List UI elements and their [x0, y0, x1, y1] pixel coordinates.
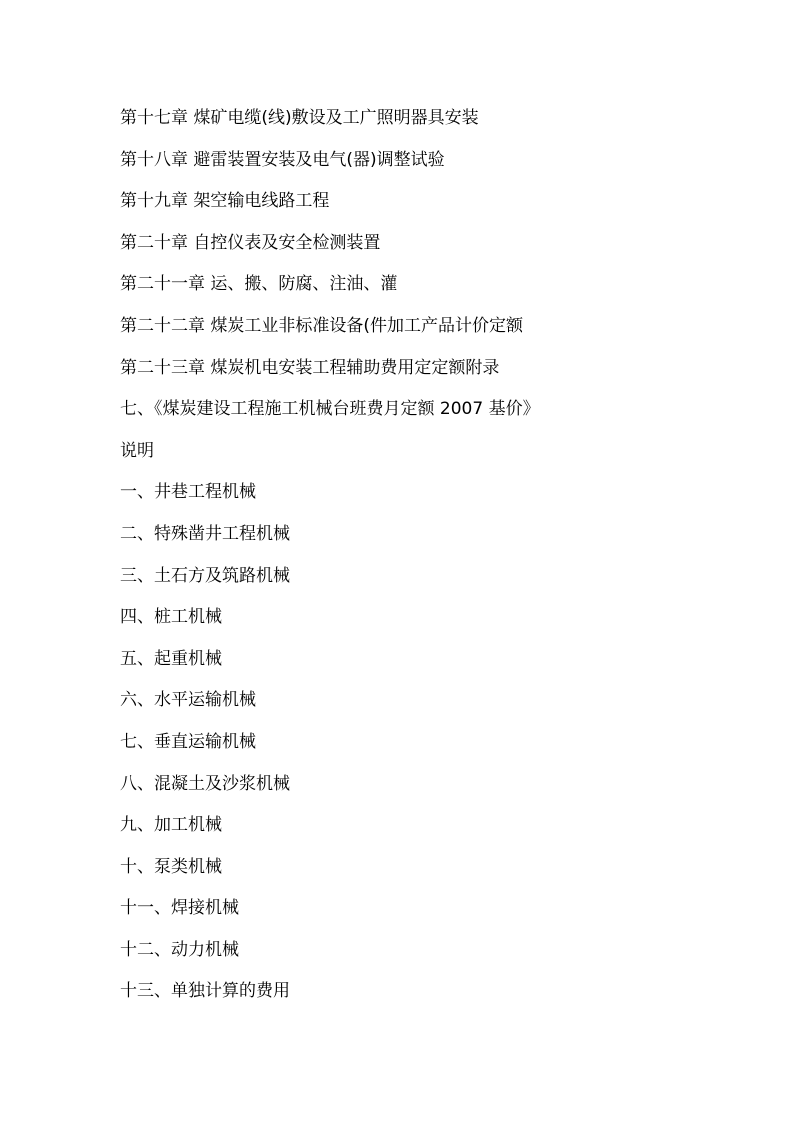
toc-line — [120, 270, 540, 312]
toc-line-text: 第二十三章 煤炭机电安装工程辅助费用定定额附录 — [120, 357, 500, 378]
toc-line — [120, 312, 540, 354]
toc-line — [120, 520, 540, 562]
toc-line — [120, 770, 540, 812]
toc-line — [120, 603, 540, 645]
toc-line — [120, 478, 540, 520]
toc-line-text: 十一、焊接机械 — [120, 898, 239, 919]
toc-line — [120, 562, 540, 604]
toc-line-text: 第二十二章 煤炭工业非标准设备(件加工产品计价定额 — [120, 315, 524, 336]
toc-line — [120, 437, 540, 479]
toc-line — [120, 229, 540, 271]
toc-line — [120, 645, 540, 687]
toc-line — [120, 728, 540, 770]
toc-line — [120, 686, 540, 728]
toc-line — [120, 894, 540, 936]
toc-line-text: 三、土石方及筑路机械 — [120, 565, 290, 586]
toc-line-text: 六、水平运输机械 — [120, 690, 256, 711]
toc-line-text: 第十九章 架空输电线路工程 — [120, 191, 330, 212]
toc-line-text: 五、起重机械 — [120, 648, 222, 669]
table-of-contents — [120, 104, 540, 1019]
toc-line-text: 四、桩工机械 — [120, 607, 222, 628]
toc-line-text: 第十八章 避雷装置安装及电气(器)调整试验 — [120, 149, 445, 170]
toc-line — [120, 395, 540, 437]
toc-line-text: 七、《煤炭建设工程施工机械台班费月定额 2007 基价》 — [120, 399, 540, 420]
toc-line — [120, 853, 540, 895]
toc-line-text: 九、加工机械 — [120, 815, 222, 836]
toc-line-text: 八、混凝土及沙浆机械 — [120, 773, 290, 794]
toc-line-text: 说明 — [120, 440, 154, 461]
toc-line — [120, 146, 540, 188]
toc-line-text: 十三、单独计算的费用 — [120, 981, 290, 1002]
toc-line-text: 第十七章 煤矿电缆(线)敷设及工广照明器具安装 — [120, 108, 479, 128]
toc-line — [120, 187, 540, 229]
toc-line-text: 第二十章 自控仪表及安全检测装置 — [120, 232, 381, 253]
toc-line-text: 十、泵类机械 — [120, 856, 222, 877]
toc-line — [120, 354, 540, 396]
toc-line-text: 十二、动力机械 — [120, 939, 239, 960]
toc-line — [120, 977, 540, 1019]
toc-line — [120, 811, 540, 853]
toc-line-text: 一、井巷工程机械 — [120, 482, 256, 503]
toc-line-text: 第二十一章 运、搬、防腐、注油、灌 — [120, 274, 398, 295]
toc-line — [120, 104, 540, 146]
toc-line — [120, 936, 540, 978]
toc-line-text: 二、特殊凿井工程机械 — [120, 523, 290, 544]
toc-line-text: 七、垂直运输机械 — [120, 731, 256, 752]
